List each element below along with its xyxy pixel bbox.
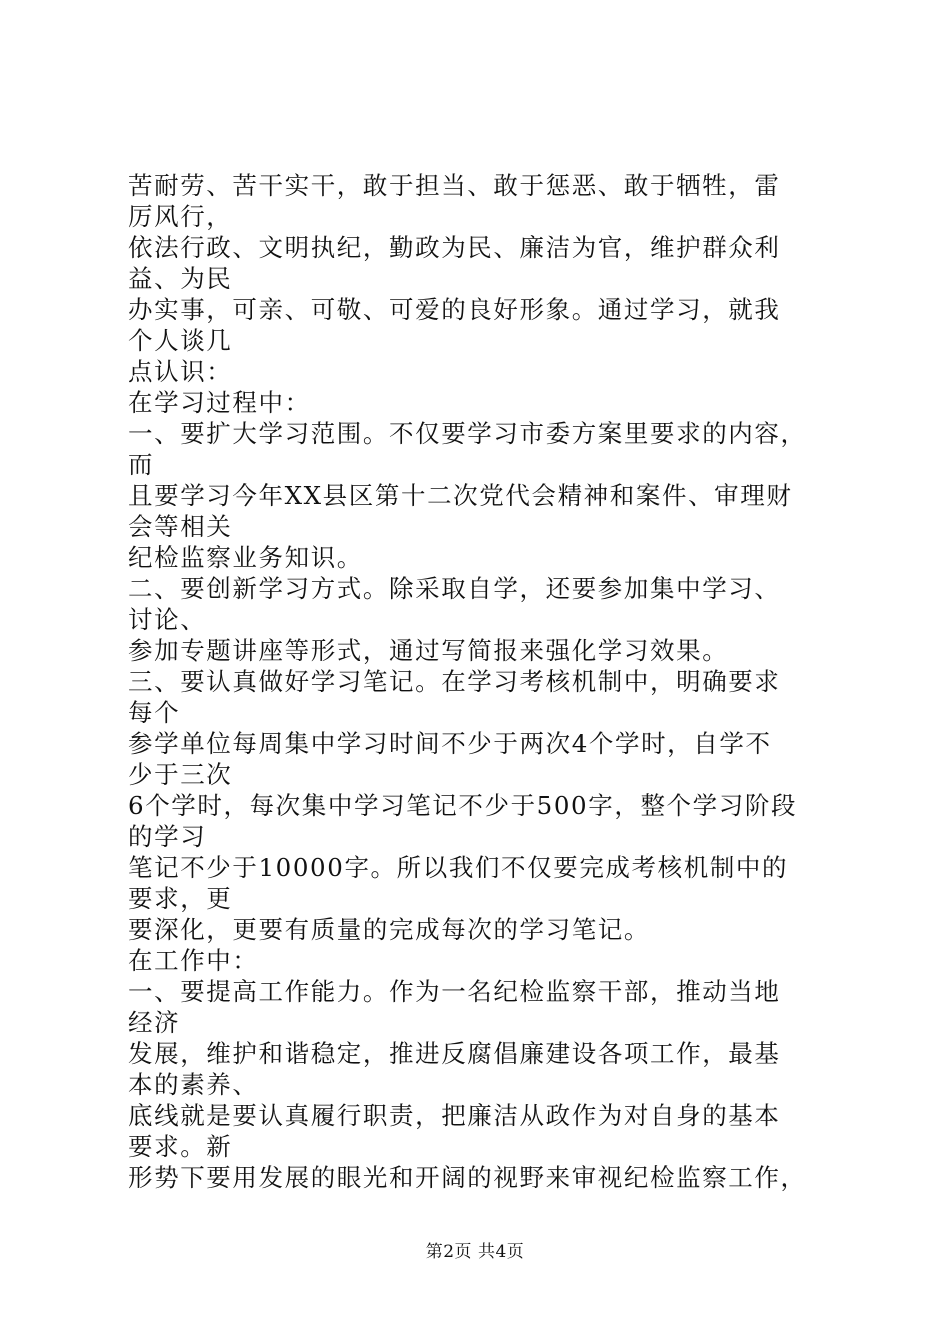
text-line: 少于三次 [128,760,233,789]
text-line: 形势下要用发展的眼光和开阔的视野来审视纪检监察工作， [128,1163,807,1192]
text-line: 本的素养、 [128,1070,259,1099]
page-number-label: 第2页 共4页 [425,1242,525,1262]
text-line: 笔记不少于10000字。所以我们不仅要完成考核机制中的 [128,853,789,882]
text-line: 要求，更 [128,884,233,913]
text-line: 依法行政、文明执纪，勤政为民、廉洁为官，维护群众利 [128,233,781,262]
text-line: 而 [128,450,155,479]
text-line: 参加专题讲座等形式，通过写简报来强化学习效果。 [128,636,729,665]
text-line: 参学单位每周集中学习时间不少于两次4个学时，自学不 [128,729,772,758]
page-footer [0,1241,950,1263]
text-line: 的学习 [128,822,207,851]
text-line: 经济 [128,1008,181,1037]
text-line: 在学习过程中： [128,388,311,417]
document-body [128,170,840,1193]
text-line: 一、要提高工作能力。作为一名纪检监察干部，推动当地 [128,977,781,1006]
text-line: 办实事，可亲、可敬、可爱的良好形象。通过学习，就我 [128,295,781,324]
text-line: 益、为民 [128,264,233,293]
text-line: 讨论、 [128,605,207,634]
text-line: 每个 [128,698,181,727]
text-line: 会等相关 [128,512,233,541]
text-line: 要求。新 [128,1132,233,1161]
text-line: 且要学习今年XX县区第十二次党代会精神和案件、审理财 [128,481,793,510]
text-line: 纪检监察业务知识。 [128,543,363,572]
text-line: 个人谈几 [128,326,233,355]
text-line: 二、要创新学习方式。除采取自学，还要参加集中学习、 [128,574,781,603]
text-line: 点认识： [128,357,233,386]
text-line: 6个学时，每次集中学习笔记不少于500字，整个学习阶段 [128,791,798,820]
text-line: 底线就是要认真履行职责，把廉洁从政作为对自身的基本 [128,1101,781,1130]
text-line: 三、要认真做好学习笔记。在学习考核机制中，明确要求 [128,667,781,696]
text-line: 要深化，更要有质量的完成每次的学习笔记。 [128,915,650,944]
text-line: 发展，维护和谐稳定，推进反腐倡廉建设各项工作，最基 [128,1039,781,1068]
text-line: 在工作中： [128,946,259,975]
text-line: 苦耐劳、苦干实干，敢于担当、敢于惩恶、敢于牺牲，雷 [128,171,781,200]
text-line: 一、要扩大学习范围。不仅要学习市委方案里要求的内容， [128,419,807,448]
text-line: 厉风行， [128,202,233,231]
